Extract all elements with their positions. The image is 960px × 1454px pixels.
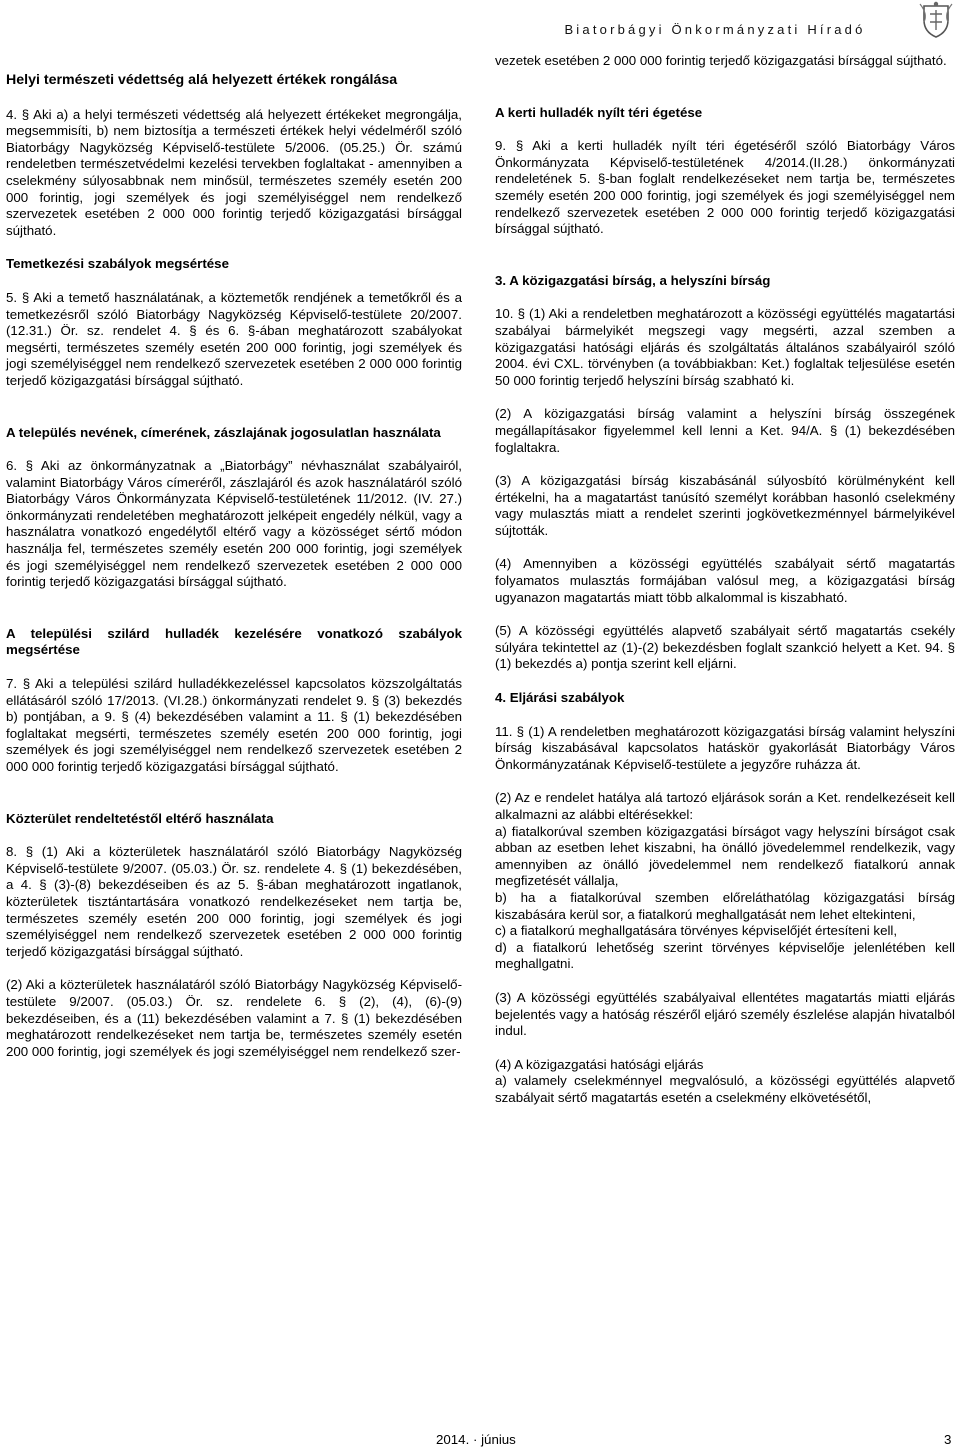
paragraph-11-1: 11. § (1) A rendeletben meghatározott közigazgatási bírság valamint helyszíni bírság kiszabásával kapcsolatos hatáskör gyakorlását Biatorbágy Város Önkormányzatának Képviselő-testülete a jegyzőre ruházza át. [495, 723, 955, 772]
paragraph-8-1: 8. § (1) Aki a közterületek használatáról szóló Biatorbágy Nagyközség Képviselő-testülete 9/2007. (05.03.) Ör. sz. rendelete 4. § (1) bekezdésében, a 4. § (3)-(8) bekezdéseiben és az 5. §-ában meghatározott ingatlanok, közterületek tisztántartására vonatkozó rendelkezéseket nem tartja be, természetes személy esetén 200 000 forintig, jogi személyek és jogi személyiséggel nem rendelkező szervezetek esetében 2 000 000 forintig terjedő közigazgatási bírsággal sújtható. [6, 844, 462, 959]
paragraph-9: 9. § Aki a kerti hulladék nyílt téri égetéséről szóló Biatorbágy Város Önkormányzata Képviselő-testületének 4/2014.(II.28.) önkormányzati rendeletének 5. §-ban foglalt rendelkezéseket nem tartja be, természetes személy esetén 200 000 forintig, jogi személyek és jogi személyiséggel nem rendelkező szervezetek esetében 2 000 000 forintig terjedő közigazgatási bírsággal sújtható. [495, 138, 955, 237]
section-heading-fines: 3. A közigazgatási bírság, a helyszíni bírság [495, 272, 771, 288]
paragraph-11-2-d: d) a fiatalkorú lehetőség szerint törvényes képviselője jelenlétében kell meghallgatni. [495, 939, 955, 972]
coat-of-arms-icon [916, 0, 956, 40]
paragraph-11-2-c: c) a fiatalkorú meghallgatására törvényes képviselőjét értesíteni kell, [495, 923, 898, 939]
paragraph-11-3: (3) A közösségi együttélés szabályaival ellentétes magatartás miatti eljárás bejelentés vagy a hatóság részéről eljáró személy észlelése alapján hivatalból indul. [495, 989, 955, 1039]
paragraph-7: 7. § Aki a települési szilárd hulladékkezeléssel kapcsolatos közszolgáltatás ellátásáról szóló 17/2013. (VI.28.) önkormányzati rendelet 9. § (3) bekezdés b) pontjában, a 9. § (4) bekezdésében valamint a 11. § (1) bekezdésében foglaltakat megsérti, természetes személy esetén 200 000 forintig, jogi személyek és jogi személyiséggel nem rendelkező szervezetek esetében 2 000 000 forintig terjedő közigazgatási bírsággal sújtható. [6, 676, 462, 774]
paragraph-11-4: (4) A közigazgatási hatósági eljárás [495, 1056, 704, 1072]
paragraph-10-5: (5) A közösségi együttélés alapvető szabályait sértő magatartás csekély súlyára tekintettel az (1)-(2) bekezdésben foglalt szankció helyett a Ket. 94. § (1) bekezdés a) pontja szerint kell eljárni. [495, 623, 955, 672]
paragraph-11-2-a: a) fiatalkorúval szemben közigazgatási bírságot vagy helyszíni bírságot csak abban az esetben lehet kiszabni, ha önálló jövedelemmel rendelkezik, vagy amennyiben az önálló jövedelemmel nem rendelkező fiatalkorú annak megfizetését vállalja, [495, 823, 955, 889]
section-heading-procedural-rules: 4. Eljárási szabályok [495, 690, 625, 706]
section-heading-protected-values: Helyi természeti védettség alá helyezett értékek rongálása [6, 72, 398, 88]
paragraph-10-2: (2) A közigazgatási bírság valamint a helyszíni bírság összegének megállapításakor figyelemmel kell lenni a Ket. 94/A. § (1) bekezdésében foglaltakra. [495, 406, 955, 455]
section-heading-funeral-rules: Temetkezési szabályok megsértése [6, 256, 229, 272]
footer-date: 2014. · június [436, 1432, 516, 1447]
paragraph-10-4: (4) Amennyiben a közösségi együttélés szabályait sértő magatartás folyamatos mulasztás formájában valósul meg, a közigazgatási bírság ugyanazon magatartás miatt több alkalommal is kiszabható. [495, 556, 955, 605]
paragraph-11-2: (2) Az e rendelet hatálya alá tartozó eljárások során a Ket. rendelkezéseit kell alkalmazni az alábbi eltérésekkel: [495, 790, 955, 822]
publication-title: Biatorbágyi Önkormányzati Híradó [564, 22, 866, 37]
section-heading-garden-waste-burning: A kerti hulladék nyílt téri égetése [495, 104, 703, 120]
paragraph-8-2-continuation: vezetek esetében 2 000 000 forintig terjedő közigazgatási bírsággal sújtható. [495, 53, 947, 68]
paragraph-8-2: (2) Aki a közterületek használatáról szóló Biatorbágy Nagyközség Képviselő-testülete 9/2007. (05.03.) Ör. sz. rendelete 6. § (2), (4), (6)-(9) bekezdéseiben, és a (11) bekezdésében valamint a 7. § (1) bekezdésében meghatározott rendelkezéseket nem tartja be, természetes személy esetén 200 000 forintig, jogi személyek és jogi személyiséggel nem rendelkező szer- [6, 977, 462, 1059]
paragraph-5: 5. § Aki a temető használatának, a köztemetők rendjének a temetőkről és a temetkezésről szóló Biatorbágy Nagyközség Képviselő-testülete 20/2007. (12.31.) Ör. sz. rendelet 4. § és 6. §-ában meghatározott szabályokat megsérti, természetes személy esetén 200 000 forintig, jogi személyek és jogi személyiséggel nem rendelkező szervezetek esetében 2 000 000 forintig terjedő közigazgatási bírsággal sújtható. [6, 289, 462, 388]
section-heading-town-name-crest-flag: A település nevének, címerének, zászlajának jogosulatlan használata [6, 424, 441, 440]
right-column [495, 53, 955, 1107]
paragraph-6: 6. § Aki az önkormányzatnak a „Biatorbágy” névhasználat szabályairól, valamint Biatorbágy Város címeréről, zászlajáról és azok használatáról szóló Biatorbágy Város Önkormányzata Képviselő-testületének 11/2012. (IV. 27.) önkormányzati rendeletében meghatározott jelképeit engedély nélkül, vagy a használatra vonatkozó engedélytől eltérő vagy a közösséget sértő módon használja fel, természetes személy esetén 200 000 forintig, jogi személyek és jogi személyiséggel nem rendelkező szervezetek esetében 2 000 000 forintig terjedő közigazgatási bírsággal sújtható. [6, 458, 462, 590]
paragraph-11-4-a: a) valamely cselekménnyel megvalósuló, a közösségi együttélés alapvető szabályait sértő magatartás esetén a cselekmény elkövetésétől, [495, 1073, 955, 1105]
paragraph-4: 4. § Aki a) a helyi természeti védettség alá helyezett értékeket megrongálja, megsemmisíti, b) nem biztosítja a természeti értékek helyi védelméről szóló Biatorbágy Nagyközség Képviselő-testülete 5/2006. (05.25.) Ör. számú rendeletben természetvédelmi kezelési tervekben foglaltakat - amennyiben a cselekmény súlyosabbnak nem minősül, természetes személy esetén 200 000 forintig, jogi személyek és jogi személyiséggel nem rendelkező szervezetek esetében 2 000 000 forintig terjedő közigazgatási bírsággal sújtható. [6, 106, 462, 238]
left-column [6, 72, 462, 1060]
section-heading-public-space-use: Közterület rendeltetéstől eltérő használata [6, 810, 274, 826]
paragraph-11-2-b: b) ha a fiatalkorúval szemben előreláthatólag közigazgatási bírság kiszabására kerül sor, a fiatalkorú meghallgatását nem lehet eltekinteni, [495, 889, 955, 922]
section-heading-solid-waste: A települési szilárd hulladék kezelésére vonatkozó szabályok megsértése [6, 625, 462, 658]
paragraph-10-1: 10. § (1) Aki a rendeletben meghatározott a közösségi együttélés magatartási szabályai bármelyikét megszegi vagy megsérti, azzal szemben a közigazgatási hatósági eljárás és szolgáltatás általános szabályairól szóló 2004. évi CXL. törvényben (a továbbiakban: Ket.) foglaltak teljesülése esetén 50 000 forintig terjedő helyszíni bírság szabható ki. [495, 306, 955, 388]
paragraph-10-3: (3) A közigazgatási bírság kiszabásánál súlyosbító körülményként kell értékelni, ha a magatartást tanúsító személyt korábban hasonló cselekmény vagy mulasztás miatt a rendelet szerinti jogkövetkezménnyel bármelyikével sújtották. [495, 473, 955, 538]
page-number: 3 [944, 1432, 952, 1447]
